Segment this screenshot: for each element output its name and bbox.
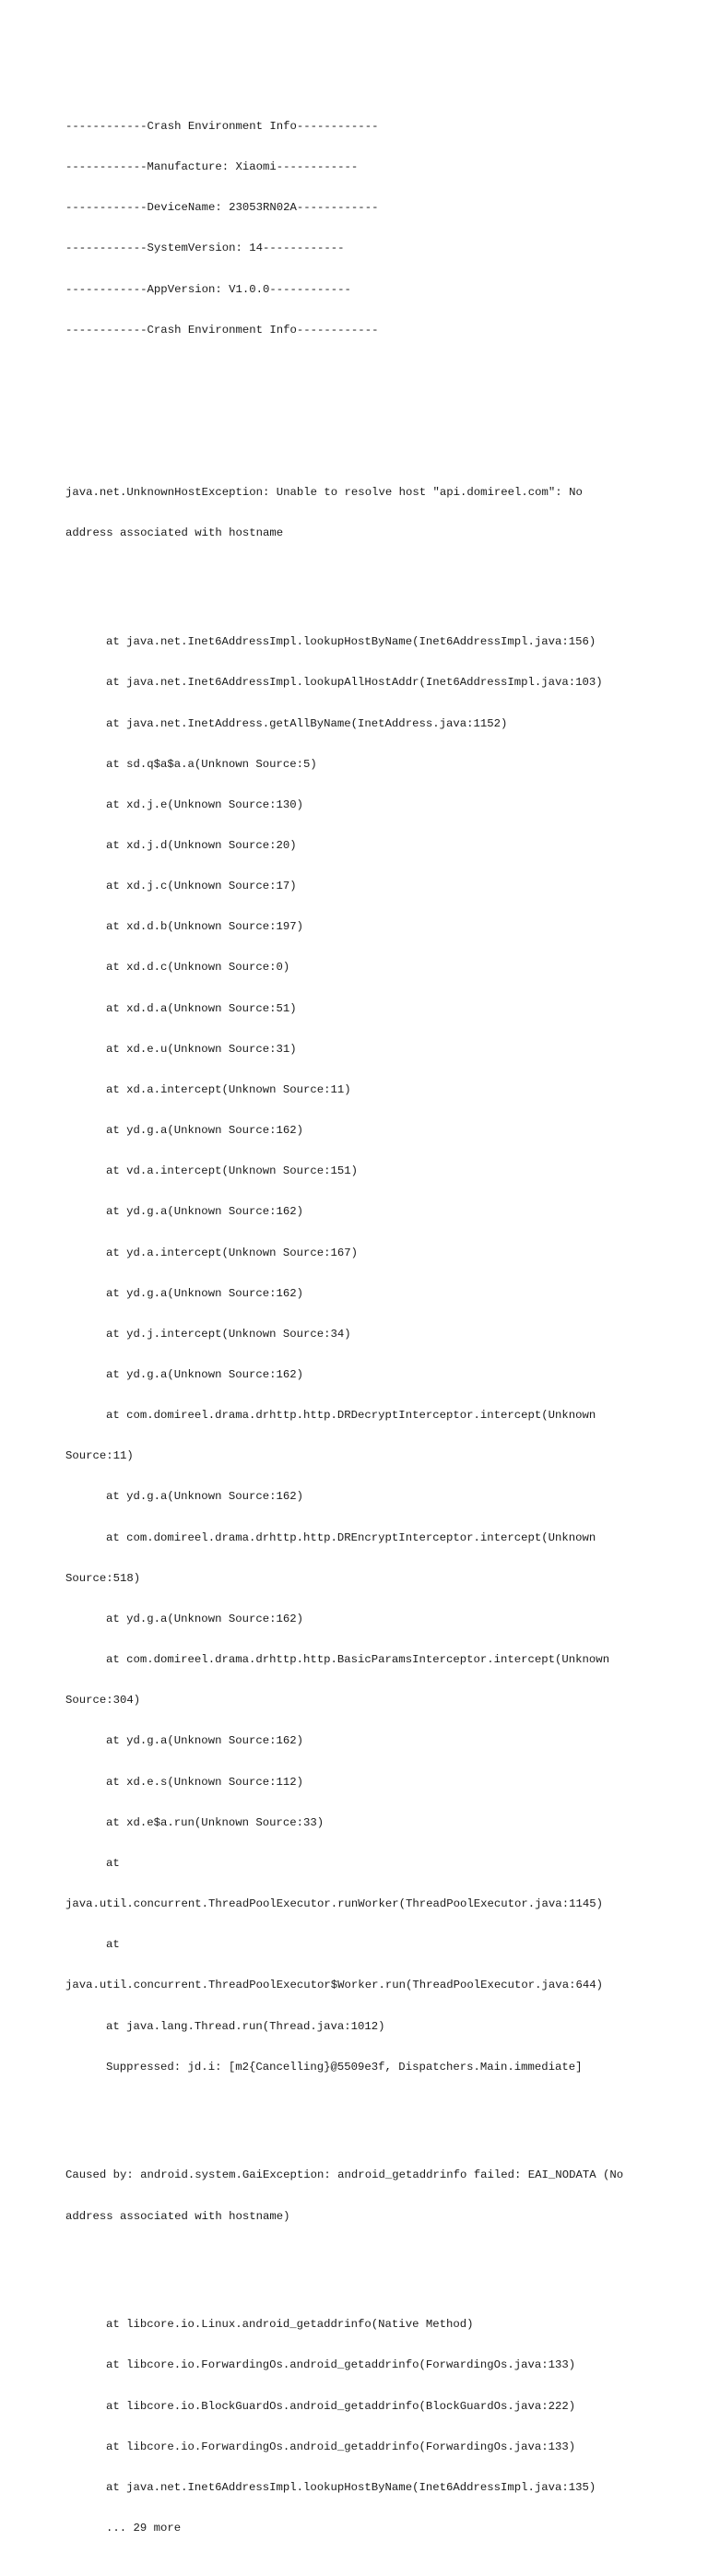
more-frames-line: ... 29 more	[106, 2522, 182, 2535]
stack-frame-wrap: Source:518)	[65, 1571, 141, 1585]
stack-frame: at xd.e.s(Unknown Source:112)	[106, 1775, 304, 1789]
stack-trace	[65, 609, 655, 2101]
stack-frame: at yd.g.a(Unknown Source:162)	[106, 1490, 304, 1504]
stack-frame: at com.domireel.drama.drhttp.http.DRDecryptInterceptor.intercept(Unknown	[106, 1409, 596, 1423]
stack-frame: at xd.d.b(Unknown Source:197)	[106, 920, 304, 934]
stack-frame: at com.domireel.drama.drhttp.http.BasicParamsInterceptor.intercept(Unknown	[106, 1653, 610, 1667]
caused-by-message	[65, 2142, 655, 2251]
header-line: ------------Crash Environment Info------------	[65, 119, 379, 133]
stack-frame: at vd.a.intercept(Unknown Source:151)	[106, 1164, 359, 1178]
stack-frame-wrap: java.util.concurrent.ThreadPoolExecutor.runWorker(ThreadPoolExecutor.java:1145)	[65, 1897, 603, 1911]
stack-frame: at xd.j.e(Unknown Source:130)	[106, 798, 304, 811]
stack-frame: at java.net.Inet6AddressImpl.lookupAllHostAddr(Inet6AddressImpl.java:103)	[106, 676, 603, 690]
stack-frame: at	[106, 1856, 120, 1870]
exception-message	[65, 459, 655, 568]
stack-frame: at yd.g.a(Unknown Source:162)	[106, 1205, 304, 1219]
header-line: ------------DeviceName: 23053RN02A------------	[65, 201, 379, 215]
stack-frame: at java.net.Inet6AddressImpl.lookupHostByName(Inet6AddressImpl.java:135)	[106, 2480, 596, 2494]
stack-frame-wrap: Source:304)	[65, 1694, 141, 1707]
stack-frame: at yd.j.intercept(Unknown Source:34)	[106, 1327, 351, 1341]
header-line: ------------AppVersion: V1.0.0------------	[65, 282, 351, 296]
stack-frame-wrap: Source:11)	[65, 1449, 134, 1463]
stack-frame-wrap: java.util.concurrent.ThreadPoolExecutor$Worker.run(ThreadPoolExecutor.java:644)	[65, 1979, 603, 1992]
exception-line: address associated with hostname	[65, 526, 284, 540]
stack-frame: at yd.a.intercept(Unknown Source:167)	[106, 1246, 359, 1259]
stack-frame: at libcore.io.ForwardingOs.android_getaddrinfo(ForwardingOs.java:133)	[106, 2358, 576, 2372]
stack-frame: at libcore.io.BlockGuardOs.android_getaddrinfo(BlockGuardOs.java:222)	[106, 2399, 576, 2413]
crash-log-document	[65, 65, 655, 2576]
stack-frame: at java.net.Inet6AddressImpl.lookupHostByName(Inet6AddressImpl.java:156)	[106, 635, 596, 649]
blank-line	[65, 405, 655, 419]
header-line: ------------SystemVersion: 14------------	[65, 242, 345, 255]
stack-frame: at xd.d.c(Unknown Source:0)	[106, 961, 290, 975]
header-line: ------------Manufacture: Xiaomi------------	[65, 160, 359, 174]
stack-frame: at xd.d.a(Unknown Source:51)	[106, 1001, 297, 1015]
crash-environment-header	[65, 92, 655, 363]
stack-frame: at xd.e.u(Unknown Source:31)	[106, 1042, 297, 1056]
stack-frame: at sd.q$a$a.a(Unknown Source:5)	[106, 757, 317, 771]
stack-frame: at com.domireel.drama.drhttp.http.DREncryptInterceptor.intercept(Unknown	[106, 1530, 596, 1544]
stack-frame: at xd.a.intercept(Unknown Source:11)	[106, 1082, 351, 1096]
stack-frame: at yd.g.a(Unknown Source:162)	[106, 1368, 304, 1381]
stack-frame: at yd.g.a(Unknown Source:162)	[106, 1124, 304, 1138]
caused-by-line: address associated with hostname)	[65, 2209, 290, 2223]
stack-frame: at	[106, 1938, 120, 1952]
stack-frame: at yd.g.a(Unknown Source:162)	[106, 1734, 304, 1748]
exception-line: java.net.UnknownHostException: Unable to resolve host "api.domireel.com": No	[65, 486, 583, 500]
caused-by-line: Caused by: android.system.GaiException: android_getaddrinfo failed: EAI_NODATA (No	[65, 2168, 624, 2182]
stack-frame: at java.net.InetAddress.getAllByName(InetAddress.java:1152)	[106, 716, 508, 730]
suppressed-line: Suppressed: jd.i: [m2{Cancelling}@5509e3f, Dispatchers.Main.immediate]	[106, 2060, 583, 2074]
stack-frame: at java.lang.Thread.run(Thread.java:1012)	[106, 2019, 385, 2033]
stack-frame: at libcore.io.Linux.android_getaddrinfo(Native Method)	[106, 2318, 474, 2332]
stack-frame: at xd.e$a.run(Unknown Source:33)	[106, 1815, 324, 1829]
stack-frame: at libcore.io.ForwardingOs.android_getaddrinfo(ForwardingOs.java:133)	[106, 2440, 576, 2453]
stack-frame: at yd.g.a(Unknown Source:162)	[106, 1286, 304, 1300]
stack-frame: at yd.g.a(Unknown Source:162)	[106, 1612, 304, 1625]
cause-stack-trace	[65, 2291, 655, 2562]
stack-frame: at xd.j.d(Unknown Source:20)	[106, 838, 297, 852]
stack-frame: at xd.j.c(Unknown Source:17)	[106, 880, 297, 893]
header-line: ------------Crash Environment Info------------	[65, 323, 379, 337]
